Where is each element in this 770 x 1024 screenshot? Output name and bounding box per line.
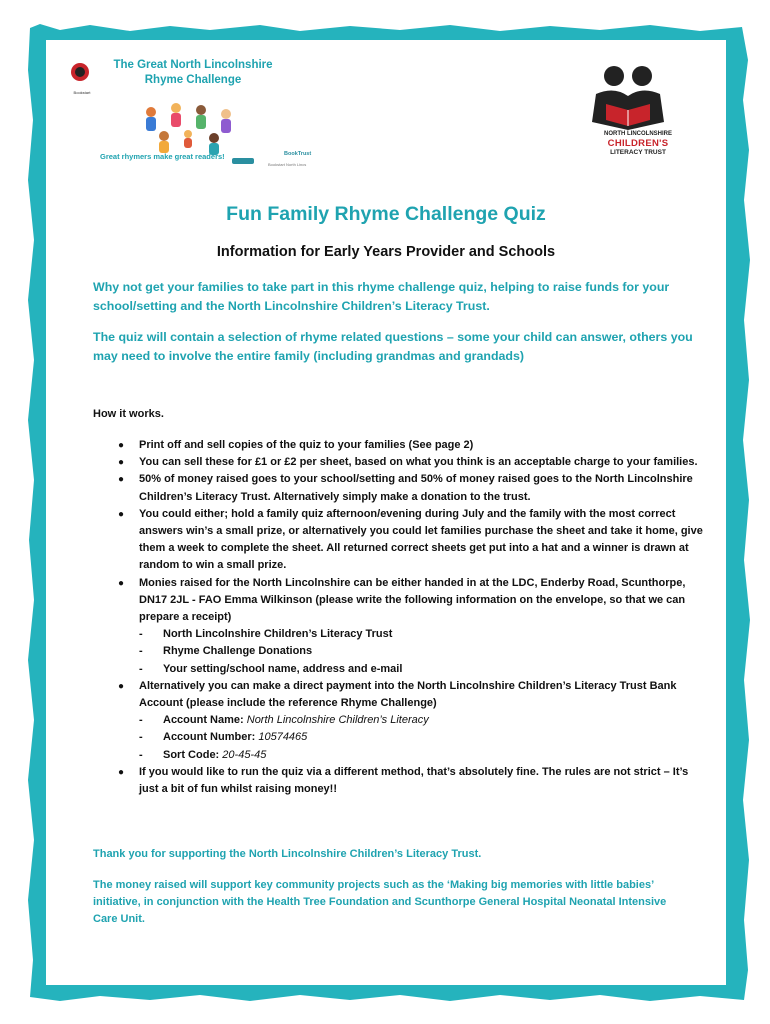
thanks-note: Thank you for supporting the North Lincolnshire Children’s Literacy Trust.: [93, 848, 482, 860]
dash-icon: -: [139, 731, 143, 744]
literacy-trust-name: NORTH LINCOLNSHIRE CHILDREN'S LITERACY TRUST: [604, 131, 672, 156]
bullet-icon: ●: [118, 508, 125, 520]
list-item: ● Print off and sell copies of the quiz to your families (See page 2): [106, 437, 706, 454]
bullet-icon: ●: [118, 457, 125, 469]
bullet-icon: ●: [118, 474, 125, 486]
page-title: Fun Family Rhyme Challenge Quiz: [226, 203, 546, 225]
dash-icon: -: [139, 662, 143, 675]
sub-list-item: - North Lincolnshire Children’s Literacy Trust: [106, 626, 706, 643]
literacy-trust-logo: [578, 60, 678, 190]
rhyme-logo-tagline: Great rhymers make great readers!: [100, 152, 225, 161]
dash-icon: -: [139, 714, 143, 727]
bookstart-label: Bookstart: [73, 90, 91, 95]
list-item: ● If you would like to run the quiz via a different method, that’s absolutely fine. The rules are not strict – It’s just a bit of fun whilst raising money!!: [118, 765, 689, 796]
how-it-works-heading: How it works.: [93, 408, 164, 420]
sub-list-item: - Rhyme Challenge Donations: [106, 643, 706, 660]
bank-detail-sort-code: - Sort Code: 20-45-45: [106, 747, 706, 764]
page-subtitle: Information for Early Years Provider and Schools: [216, 244, 556, 260]
bullet-icon: ●: [118, 440, 125, 451]
list-item: ● You could either; hold a family quiz afternoon/evening during July and the family with the most correct answers win’s a small prize, or alternatively you could let families purchase the sheet and take it home, give them a week to complete the sheet. All returned correct sheets get put into a hat and a winner is drawn at random to win a small prize.: [118, 507, 703, 572]
sub-list-item: - Your setting/school name, address and e-mail: [106, 661, 706, 678]
booktrust-label: BookTrust: [284, 151, 312, 157]
dash-icon: -: [139, 748, 143, 761]
instructions-list: [106, 437, 706, 798]
money-note: The money raised will support key community projects such as the ‘Making big memories with little babies’ initiative, in conjunction with the Health Tree Foundation and Scunthorpe General Hospital Neonatal Intensive Care Unit.: [93, 879, 667, 925]
bank-detail-account-number: - Account Number: 10574465: [106, 729, 706, 746]
dash-icon: -: [139, 628, 143, 641]
intro-paragraph-1: Why not get your families to take part in this rhyme challenge quiz, helping to raise funds for your school/setting and the North Lincolnshire Children’s Literacy Trust.: [93, 280, 670, 313]
bullet-icon: ●: [118, 766, 125, 778]
list-item: ● You can sell these for £1 or £2 per sheet, based on what you think is an acceptable charge to your families.: [106, 454, 706, 471]
intro-paragraph-2: The quiz will contain a selection of rhyme related questions – some your child can answer, others you may need to involve the entire family (including grandmas and grandads): [93, 330, 693, 363]
list-item: ● Alternatively you can make a direct payment into the North Lincolnshire Children’s Literacy Trust Bank Account (please include the reference Rhyme Challenge): [118, 679, 677, 710]
page-content: [46, 40, 726, 985]
list-item: ● Monies raised for the North Lincolnshire can be either handed in at the LDC, Enderby Road, Scunthorpe, DN17 2JL - FAO Emma Wilkinson (please write the following information on the envelope, so that we can prepare a receipt): [118, 576, 686, 624]
bank-detail-account-name: - Account Name: North Lincolnshire Children’s Literacy: [106, 712, 706, 729]
bullet-icon: ●: [118, 680, 125, 692]
rhyme-logo-title: The Great North Lincolnshire Rhyme Challenge: [113, 59, 273, 86]
bookstart-partner-label: Bookstart North Lincs: [268, 162, 307, 167]
list-item: ● 50% of money raised goes to your school/setting and 50% of money raised goes to the North Lincolnshire Children’s Literacy Trust. Alternatively simply make a donation to the trust.: [118, 473, 693, 503]
bullet-icon: ●: [118, 577, 125, 589]
dash-icon: -: [139, 645, 143, 658]
